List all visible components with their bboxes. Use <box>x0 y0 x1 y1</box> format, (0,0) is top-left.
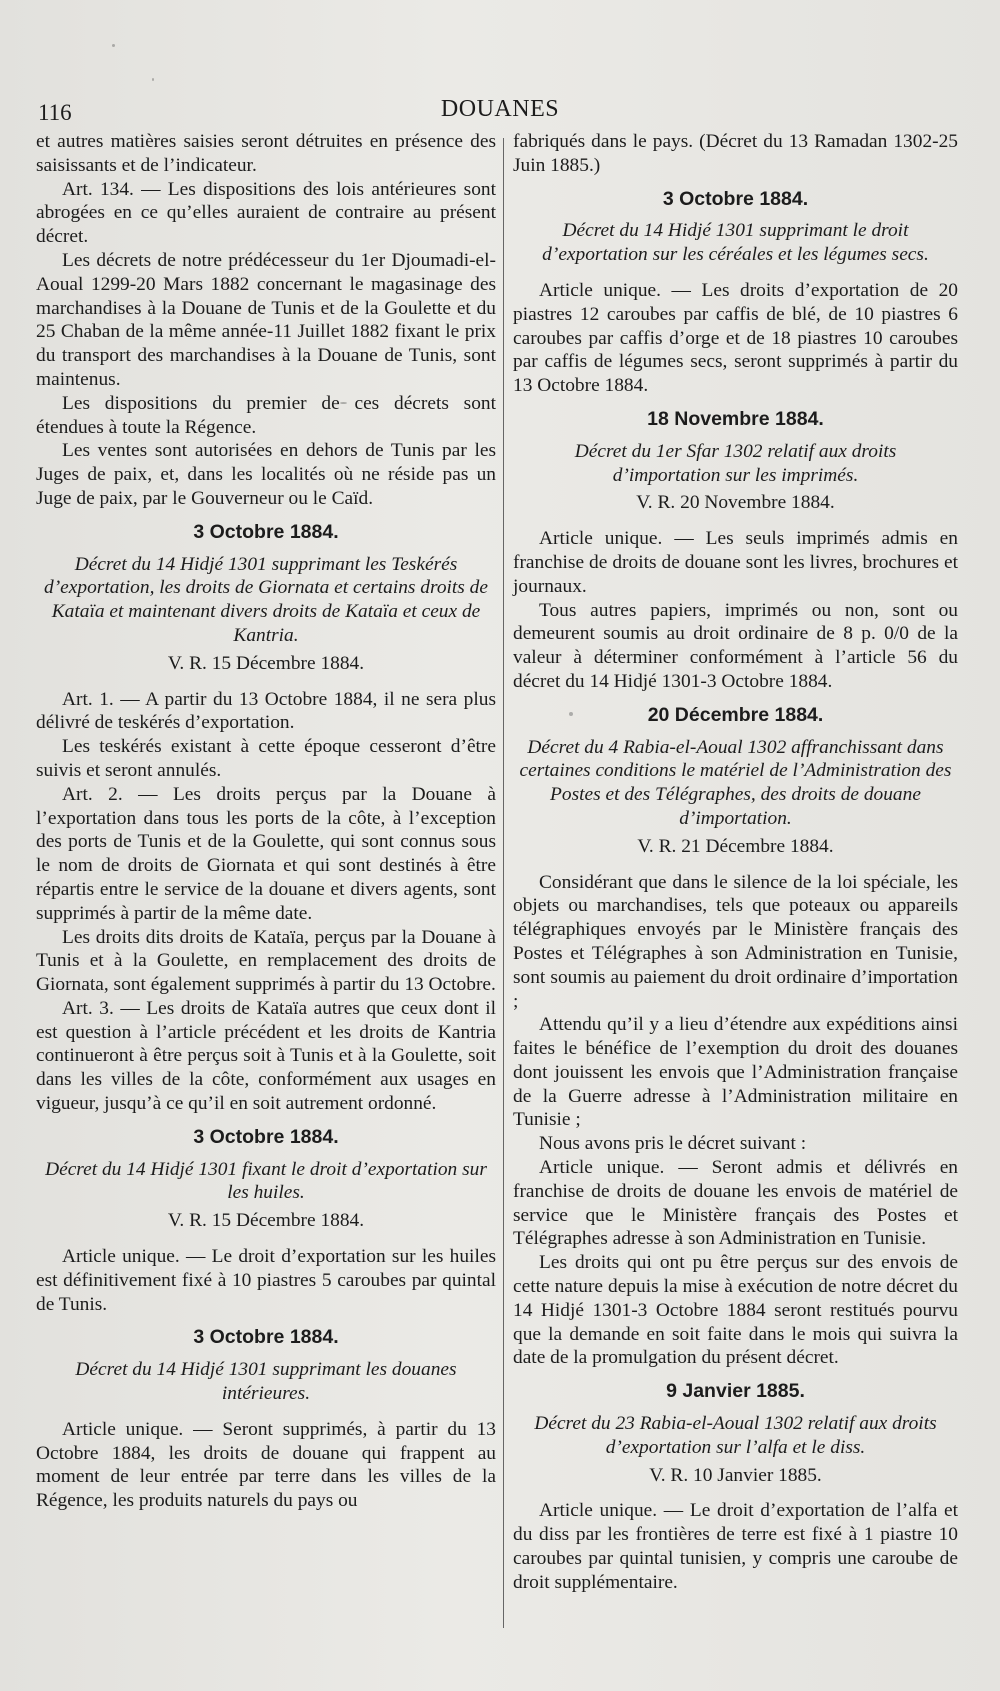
paragraph: Attendu qu’il y a lieu d’étendre aux expéditions ainsi faites le bénéfice de l’exemption du droit des douanes dont jouissent les envois que l’Administration française de la Guerre adresse à l’Administration militaire en Tunisie ; <box>513 1014 958 1131</box>
verification-reference: V. R. 20 Novembre 1884. <box>636 492 835 514</box>
running-title: DOUANES <box>440 96 560 122</box>
verification-reference: V. R. 15 Décembre 1884. <box>167 1210 365 1232</box>
paragraph: fabriqués dans le pays. (Décret du 13 Ramadan 1302-25 Juin 1885.) <box>513 131 958 176</box>
column-divider <box>503 138 504 1628</box>
paragraph: Les ventes sont autorisées en dehors de Tunis par les Juges de paix, et, dans les localités où ne réside pas un Juge de paix, par le Gouverneur ou le Caïd. <box>36 440 496 509</box>
decree-title: Décret du 4 Rabia-el-Aoual 1302 affranchissant dans certaines conditions le matériel de l’Administration des Postes et des Télégraphes, des droits de douane d’importation. <box>519 736 952 829</box>
paragraph: Les droits dits droits de Kataïa, perçus par la Douane à Tunis et à la Goulette, en remplacement des droits de Giornata, sont également supprimés à partir du 13 Octobre. <box>36 926 496 996</box>
verification-reference: V. R. 21 Décembre 1884. <box>637 835 834 857</box>
decree-title: Décret du 23 Rabia-el-Aoual 1302 relatif aux droits d’exportation sur l’alfa et le diss. <box>534 1413 937 1458</box>
decree-date-heading: 3 Octobre 1884. <box>193 1125 339 1148</box>
paragraph: Art. 3. — Les droits de Kataïa autres que ceux dont il est question à l’article précédent et les droits de Kantria continueront à être perçus soit à Tunis et à la Goulette, soit dans les villes de la côte, conformément aux usages en vigueur, jusqu’à ce qu’il en soit autrement ordonné. <box>36 997 496 1115</box>
running-header <box>0 92 1000 128</box>
decree-date-heading: 3 Octobre 1884. <box>662 187 809 210</box>
decree-date-heading: 3 Octobre 1884. <box>193 1326 339 1349</box>
paragraph: Nous avons pris le décret suivant : <box>539 1133 807 1155</box>
paper-speck <box>569 712 573 716</box>
paragraph: Article unique. — Seront supprimés, à partir du 13 Octobre 1884, les droits de douane qui frappent au moment de leur entrée par terre dans les villes de la Régence, les produits naturels du pays ou <box>36 1418 496 1512</box>
paragraph: Art. 134. — Les dispositions des lois antérieures sont abrogées en ce qu’elles auraient de contraire au présent décret. <box>36 178 496 248</box>
decree-date-heading: 9 Janvier 1885. <box>666 1380 805 1403</box>
decree-date-heading: 20 Décembre 1884. <box>647 703 824 726</box>
paragraph: Article unique. — Les droits d’exportation de 20 piastres 12 caroubes par caffis de blé, de 10 piastres 6 caroubes par caffis d’orge et de 18 piastres 10 caroubes par caffis de légumes secs, seront supprimés à partir du 13 Octobre 1884. <box>513 279 958 397</box>
page-number: 116 <box>38 100 72 125</box>
paragraph: Les décrets de notre prédécesseur du 1er Djoumadi-el-Aoual 1299-20 Mars 1882 concernant le magasinage des marchandises à la Douane de Tunis et de la Goulette et du 25 Chaban de la même année-11 Juillet 1882 fixant le prix du transport des marchandises à la Douane de Tunis, sont maintenus. <box>36 249 496 390</box>
paragraph: Tous autres papiers, imprimés ou non, sont ou demeurent soumis au droit ordinaire de 8 p. 0/0 de la valeur à déterminer conformément à l’article 56 du décret du 14 Hidjé 1301-3 Octobre 1884. <box>513 599 958 692</box>
decree-title: Décret du 1er Sfar 1302 relatif aux droits d’importation sur les imprimés. <box>574 440 897 486</box>
paragraph: Les dispositions du premier de ces décrets sont étendues à toute la Régence. <box>36 392 496 438</box>
paragraph: Art. 2. — Les droits perçus par la Douane à l’exportation dans tous les ports de la côte, à l’exception des ports de Tunis et de la Goulette, qui sont connus sous le nom de droits de Giornata et qui sont destinés à être répartis entre le service de la douane et divers agents, sont supprimés à partir de la même date. <box>36 783 496 924</box>
right-column <box>513 130 958 1595</box>
paper-speck <box>152 78 154 81</box>
decree-date-heading: 18 Novembre 1884. <box>647 407 824 430</box>
decree-title: Décret du 14 Hidjé 1301 supprimant les douanes intérieures. <box>75 1359 457 1405</box>
paper-speck <box>112 44 115 47</box>
paragraph: Article unique. — Le droit d’exportation de l’alfa et du diss par les frontières de terre est fixé à 1 piastre 10 caroubes par quintal tunisien, y compris une caroube de droit supplémentaire. <box>513 1500 958 1593</box>
paragraph: Article unique. — Les seuls imprimés admis en franchise de droits de douane sont les livres, brochures et journaux. <box>513 528 958 597</box>
paragraph: Les teskérés existant à cette époque cesseront d’être suivis et seront annulés. <box>36 736 496 781</box>
paragraph: Art. 1. — A partir du 13 Octobre 1884, il ne sera plus délivré de teskérés d’exportation. <box>36 688 496 734</box>
paragraph: Les droits qui ont pu être perçus sur des envois de cette nature depuis la mise à exécution de notre décret du 14 Hidjé 1301-3 Octobre 1884 seront restitués pourvu que la demande en soit faite dans le mois qui suivra la date de la promulgation du présent décret. <box>513 1252 958 1369</box>
paragraph: et autres matières saisies seront détruites en présence des saisissants et de l’indicateur. <box>36 131 496 176</box>
verification-reference: V. R. 15 Décembre 1884. <box>167 652 365 674</box>
decree-date-heading: 3 Octobre 1884. <box>193 520 339 543</box>
decree-title: Décret du 14 Hidjé 1301 supprimant les Teskérés d’exportation, les droits de Giornata et certains droits de Kataïa et maintenant divers droits de Kataïa et ceux de Kantria. <box>44 553 488 646</box>
left-column <box>36 130 496 1513</box>
decree-title: Décret du 14 Hidjé 1301 supprimant le droit d’exportation sur les céréales et les légumes secs. <box>542 220 929 266</box>
paragraph: Article unique. — Le droit d’exportation sur les huiles est définitivement fixé à 10 piastres 5 caroubes par quintal de Tunis. <box>36 1246 496 1315</box>
paper-speck <box>340 402 347 404</box>
paragraph: Considérant que dans le silence de la loi spéciale, les objets ou marchandises, tels que poteaux ou appareils télégraphiques envoyés par le Ministère français des Postes et Télégraphes à son Administration en Tunisie, sont soumis au paiement du droit ordinaire d’importation ; <box>513 871 958 1012</box>
decree-title: Décret du 14 Hidjé 1301 fixant le droit d’exportation sur les huiles. <box>45 1158 487 1204</box>
verification-reference: V. R. 10 Janvier 1885. <box>649 1464 822 1486</box>
paragraph: Article unique. — Seront admis et délivrés en franchise de droits de douane les envois de matériel de service que le Ministère français des Postes et Télégraphes adresse à son Administration en Tunisie. <box>513 1157 958 1250</box>
